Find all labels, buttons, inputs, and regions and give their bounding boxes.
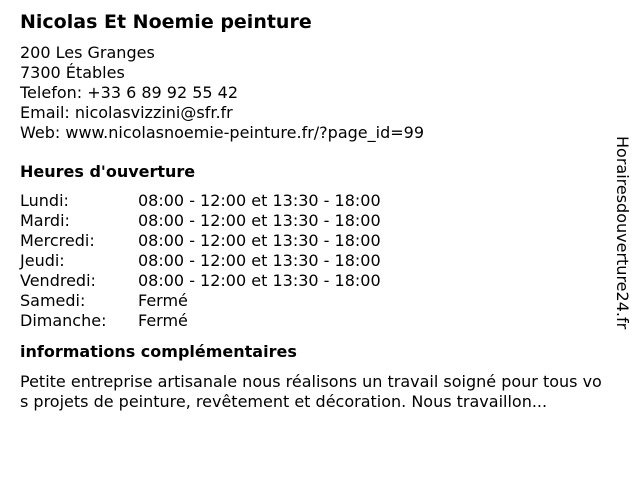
- time-value: 08:00 - 12:00 et 13:30 - 18:00: [138, 271, 381, 290]
- day-label: Vendredi:: [20, 271, 96, 290]
- day-label: Samedi:: [20, 291, 86, 310]
- hours-row-friday: [20, 271, 610, 291]
- hours-row-sunday: [20, 311, 610, 331]
- phone-number: Telefon: +33 6 89 92 55 42: [20, 83, 239, 102]
- address-street: 200 Les Granges: [20, 43, 155, 62]
- time-value: 08:00 - 12:00 et 13:30 - 18:00: [138, 251, 381, 270]
- email-address: Email: nicolasvizzini@sfr.fr: [20, 103, 233, 122]
- day-label: Mercredi:: [20, 231, 95, 250]
- time-value: 08:00 - 12:00 et 13:30 - 18:00: [138, 191, 381, 210]
- hours-row-thursday: [20, 251, 610, 271]
- hours-row-monday: [20, 191, 610, 211]
- time-value: 08:00 - 12:00 et 13:30 - 18:00: [138, 211, 381, 230]
- day-label: Lundi:: [20, 191, 69, 210]
- address-city: 7300 Étables: [20, 63, 125, 82]
- business-name: Nicolas Et Noemie peinture: [20, 11, 312, 33]
- hours-table: [20, 191, 610, 331]
- time-value: 08:00 - 12:00 et 13:30 - 18:00: [138, 231, 381, 250]
- time-value: Fermé: [138, 291, 188, 310]
- site-watermark: Horairesdouverture24.fr: [613, 136, 632, 330]
- business-card: [20, 10, 610, 412]
- hours-row-wednesday: [20, 231, 610, 251]
- day-label: Jeudi:: [20, 251, 65, 270]
- day-label: Mardi:: [20, 211, 70, 230]
- hours-row-tuesday: [20, 211, 610, 231]
- hours-heading: Heures d'ouverture: [20, 162, 196, 181]
- contact-block: [20, 43, 610, 143]
- info-heading: informations complémentaires: [20, 342, 297, 361]
- day-label: Dimanche:: [20, 311, 107, 330]
- time-value: Fermé: [138, 311, 188, 330]
- hours-row-saturday: [20, 291, 610, 311]
- info-description: Petite entreprise artisanale nous réalisons un travail soigné pour tous vos projets de peinture, revêtement et décoration. Nous travaillon...: [20, 372, 602, 411]
- website-url: Web: www.nicolasnoemie-peinture.fr/?page_id=99: [20, 123, 424, 142]
